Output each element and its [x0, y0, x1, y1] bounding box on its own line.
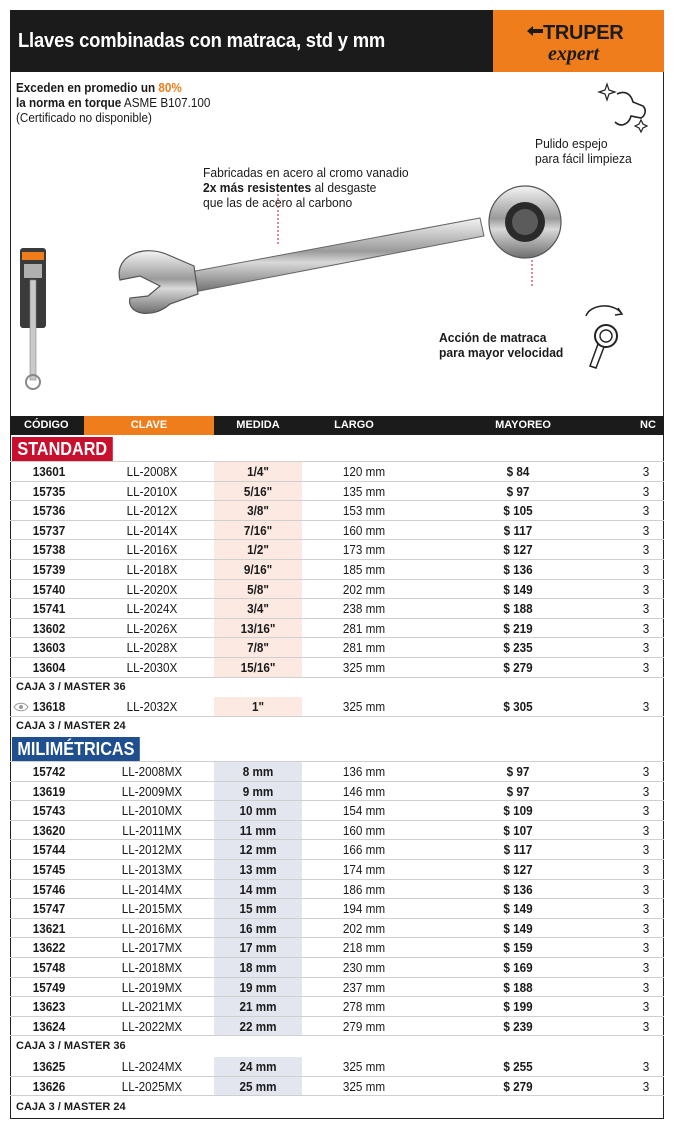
table-row: [10, 560, 664, 580]
product-length: 325 mm: [342, 699, 386, 714]
product-measure: 14 mm: [239, 881, 277, 897]
product-price: $ 255: [503, 1059, 533, 1074]
table-row: [10, 619, 664, 639]
brand-logo: [493, 10, 664, 72]
product-price: $ 136: [503, 562, 533, 577]
product-key: LL-2008X: [126, 464, 178, 479]
header-measure: MEDIDA: [236, 419, 280, 431]
product-nc: 3: [642, 881, 650, 897]
product-nc: 3: [642, 960, 650, 975]
product-measure: 24 mm: [239, 1059, 277, 1074]
brand-mark-icon: [525, 24, 545, 38]
product-measure: 22 mm: [239, 1018, 277, 1034]
product-price: $ 279: [503, 1078, 533, 1094]
header-length: LARGO: [334, 419, 374, 431]
product-measure: 9/16": [243, 562, 273, 577]
product-length: 218 mm: [342, 940, 386, 956]
product-price: $ 84: [506, 464, 530, 479]
table-row: [10, 462, 664, 482]
product-length: 174 mm: [342, 862, 386, 877]
torque-text-1: Exceden en promedio un: [16, 80, 159, 95]
product-measure: 1/2": [247, 542, 269, 558]
product-nc: 3: [642, 999, 650, 1015]
product-code: 13618: [32, 699, 66, 714]
product-measure: 13/16": [240, 620, 276, 636]
product-measure: 21 mm: [239, 999, 277, 1015]
table-row: [10, 580, 664, 600]
product-code: 13619: [32, 783, 66, 799]
product-key: LL-2028X: [126, 640, 178, 656]
product-code: 13625: [32, 1059, 66, 1074]
product-price: $ 169: [503, 960, 533, 975]
product-nc: 3: [642, 522, 650, 538]
table-row: [10, 1077, 664, 1097]
header-nc: NC: [640, 419, 656, 431]
wrench-image: [100, 180, 570, 340]
product-key: LL-2015MX: [121, 901, 183, 917]
product-key: LL-2016X: [126, 542, 178, 558]
product-code: 13601: [32, 464, 66, 479]
product-key: LL-2030X: [126, 660, 178, 675]
product-price: $ 239: [503, 1018, 533, 1034]
table-row: [10, 997, 664, 1017]
product-key: LL-2014X: [126, 522, 178, 538]
product-key: LL-2012X: [126, 503, 178, 519]
product-nc: 3: [642, 660, 650, 675]
torque-percent: 80%: [158, 80, 182, 95]
product-key: LL-2017MX: [121, 940, 183, 956]
product-code: 15749: [32, 979, 66, 995]
product-measure: 1/4": [247, 464, 269, 479]
brand-line: expert: [548, 43, 600, 65]
product-nc: 3: [642, 1078, 650, 1094]
product-nc: 3: [642, 979, 650, 995]
product-length: 278 mm: [342, 999, 386, 1015]
mirror-polish-icon: [595, 80, 655, 140]
product-measure: 5/16": [243, 483, 273, 499]
product-code: 13624: [32, 1018, 66, 1034]
product-price: $ 149: [503, 901, 533, 917]
product-nc: 3: [642, 764, 650, 779]
table-row: [10, 1057, 664, 1077]
product-length: 186 mm: [342, 881, 386, 897]
product-key: LL-2010MX: [121, 803, 183, 819]
table-row: [10, 697, 664, 717]
product-code: 15747: [32, 901, 66, 917]
product-nc: 3: [642, 842, 650, 858]
product-measure: 18 mm: [239, 960, 277, 975]
product-nc: 3: [642, 581, 650, 597]
product-key: LL-2011MX: [122, 822, 182, 838]
product-key: LL-2013MX: [121, 862, 183, 877]
product-code: 15740: [32, 581, 66, 597]
product-measure: 16 mm: [239, 920, 277, 936]
product-length: 230 mm: [342, 960, 386, 975]
product-code: 13623: [32, 999, 66, 1015]
product-measure: 7/16": [243, 522, 273, 538]
caja-label: CAJA 3 / MASTER 36: [16, 1040, 126, 1052]
table-row: [10, 978, 664, 998]
product-length: 279 mm: [342, 1018, 386, 1034]
product-measure: 5/8": [247, 581, 269, 597]
table-row: [10, 938, 664, 958]
table-row: [10, 821, 664, 841]
section-metric: MILIMÉTRICAS: [12, 737, 140, 761]
product-key: LL-2025MX: [121, 1078, 183, 1094]
product-nc: 3: [642, 920, 650, 936]
section-standard: STANDARD: [12, 437, 113, 461]
table-row: [10, 840, 664, 860]
product-measure: 3/4": [247, 601, 269, 617]
product-length: 146 mm: [342, 783, 386, 799]
product-length: 325 mm: [342, 660, 386, 675]
product-nc: 3: [642, 503, 650, 519]
product-measure: 12 mm: [239, 842, 277, 858]
table-row: [10, 540, 664, 560]
material-text-2: 2x más resistentes: [203, 180, 312, 195]
product-price: $ 219: [503, 620, 533, 636]
torque-text-4: (Certificado no disponible): [16, 110, 152, 125]
product-code: 15737: [32, 522, 66, 538]
product-nc: 3: [642, 901, 650, 917]
product-key: LL-2008MX: [121, 764, 183, 779]
product-nc: 3: [642, 940, 650, 956]
table-row: [10, 521, 664, 541]
material-text-4: que las de acero al carbono: [203, 195, 353, 210]
header-code: CÓDIGO: [24, 419, 69, 431]
product-measure: 3/8": [247, 503, 269, 519]
product-length: 202 mm: [342, 920, 386, 936]
product-code: 15744: [32, 842, 66, 858]
product-key: LL-2014MX: [121, 881, 183, 897]
product-key: LL-2020X: [126, 581, 178, 597]
product-measure: 10 mm: [239, 803, 277, 819]
product-nc: 3: [642, 483, 650, 499]
table-row: [10, 860, 664, 880]
product-measure: 17 mm: [239, 940, 277, 956]
header-price: MAYOREO: [495, 419, 551, 431]
material-text-3: al desgaste: [311, 180, 377, 195]
product-key: LL-2032X: [126, 699, 178, 714]
table-row: [10, 599, 664, 619]
product-nc: 3: [642, 699, 650, 714]
product-price: $ 97: [506, 764, 530, 779]
ratchet-text-1: Acción de matraca: [439, 330, 547, 345]
table-row: [10, 919, 664, 939]
polish-callout: [535, 136, 632, 166]
product-price: $ 97: [506, 783, 530, 799]
product-measure: 19 mm: [239, 979, 277, 995]
product-key: LL-2022MX: [121, 1018, 183, 1034]
product-price: $ 188: [503, 979, 533, 995]
product-length: 136 mm: [342, 764, 386, 779]
product-key: LL-2021MX: [121, 999, 183, 1015]
product-code: 15735: [32, 483, 66, 499]
product-length: 185 mm: [342, 562, 386, 577]
product-key: LL-2026X: [126, 620, 178, 636]
product-measure: 25 mm: [239, 1078, 277, 1094]
product-code: 15745: [32, 862, 66, 877]
product-price: $ 199: [503, 999, 533, 1015]
product-length: 325 mm: [342, 1078, 386, 1094]
product-code: 15738: [32, 542, 66, 558]
product-price: $ 279: [503, 660, 533, 675]
table-row: [10, 658, 664, 678]
product-code: 13602: [32, 620, 66, 636]
product-measure: 9 mm: [242, 783, 274, 799]
product-code: 13626: [32, 1078, 66, 1094]
product-code: 13620: [32, 822, 66, 838]
product-code: 13603: [32, 640, 66, 656]
product-price: $ 127: [503, 542, 533, 558]
product-key: LL-2019MX: [121, 979, 183, 995]
product-key: LL-2018MX: [121, 960, 183, 975]
product-price: $ 149: [503, 581, 533, 597]
product-length: 166 mm: [342, 842, 386, 858]
product-measure: 13 mm: [239, 862, 277, 877]
product-price: $ 149: [503, 920, 533, 936]
product-code: 15742: [32, 764, 66, 779]
product-length: 120 mm: [342, 464, 386, 479]
product-measure: 1": [251, 699, 265, 714]
product-price: $ 97: [506, 483, 530, 499]
caja-label: CAJA 3 / MASTER 24: [16, 1101, 126, 1113]
product-code: 13604: [32, 660, 66, 675]
material-text-1: Fabricadas en acero al cromo vanadio: [203, 165, 409, 180]
product-nc: 3: [642, 803, 650, 819]
product-price: $ 188: [503, 601, 533, 617]
product-length: 173 mm: [342, 542, 386, 558]
product-price: $ 235: [503, 640, 533, 656]
polish-text-2: para fácil limpieza: [535, 151, 632, 166]
table-row: [10, 880, 664, 900]
table-row: [10, 958, 664, 978]
product-code: 15746: [32, 881, 66, 897]
ratchet-action-icon: [580, 300, 630, 372]
product-length: 153 mm: [342, 503, 386, 519]
product-code: 15748: [32, 960, 66, 975]
product-nc: 3: [642, 1018, 650, 1034]
product-length: 237 mm: [342, 979, 386, 995]
brand-name: TRUPER: [543, 22, 624, 44]
product-price: $ 305: [503, 699, 533, 714]
table-row: [10, 801, 664, 821]
product-code: 15741: [32, 601, 66, 617]
product-code: 15736: [32, 503, 66, 519]
table-row: [10, 638, 664, 658]
product-nc: 3: [642, 1059, 650, 1074]
product-key: LL-2010X: [126, 483, 178, 499]
product-key: LL-2016MX: [121, 920, 183, 936]
caja-label: CAJA 3 / MASTER 24: [16, 720, 126, 732]
product-measure: 15/16": [240, 660, 276, 675]
product-nc: 3: [642, 620, 650, 636]
product-length: 202 mm: [342, 581, 386, 597]
product-code: 15743: [32, 803, 66, 819]
product-length: 325 mm: [342, 1059, 386, 1074]
product-nc: 3: [642, 822, 650, 838]
product-price: $ 117: [503, 522, 533, 538]
caja-label: CAJA 3 / MASTER 36: [16, 681, 126, 693]
product-price: $ 105: [503, 503, 533, 519]
torque-callout: [16, 80, 250, 125]
product-key: LL-2018X: [126, 562, 178, 577]
product-code: 15739: [32, 562, 66, 577]
product-price: $ 109: [503, 803, 533, 819]
product-price: $ 107: [503, 822, 533, 838]
product-nc: 3: [642, 542, 650, 558]
product-nc: 3: [642, 783, 650, 799]
product-length: 154 mm: [342, 803, 386, 819]
product-key: LL-2009MX: [121, 783, 183, 799]
table-row: [10, 782, 664, 802]
product-measure: 7/8": [247, 640, 269, 656]
page-title: Llaves combinadas con matraca, std y mm: [18, 30, 386, 52]
header-key: CLAVE: [130, 419, 168, 431]
product-price: $ 127: [503, 862, 533, 877]
product-package-image: [18, 244, 48, 404]
product-measure: 15 mm: [239, 901, 277, 917]
product-length: 194 mm: [342, 901, 386, 917]
table-row: [10, 482, 664, 502]
ratchet-text-2: para mayor velocidad: [439, 345, 564, 360]
product-nc: 3: [642, 562, 650, 577]
torque-text-3: ASME B107.100: [121, 95, 211, 110]
product-length: 160 mm: [342, 822, 386, 838]
product-price: $ 159: [503, 940, 533, 956]
table-row: [10, 899, 664, 919]
product-length: 281 mm: [342, 620, 386, 636]
product-measure: 8 mm: [242, 764, 274, 779]
product-price: $ 117: [503, 842, 533, 858]
product-code: 13621: [32, 920, 66, 936]
product-code: 13622: [32, 940, 66, 956]
product-length: 238 mm: [342, 601, 386, 617]
product-key: LL-2012MX: [121, 842, 183, 858]
product-nc: 3: [642, 862, 650, 877]
table-row: [10, 501, 664, 521]
product-nc: 3: [642, 464, 650, 479]
torque-text-2: la norma en torque: [16, 95, 122, 110]
product-length: 135 mm: [342, 483, 386, 499]
table-row: [10, 1017, 664, 1037]
polish-text-1: Pulido espejo: [535, 136, 608, 151]
product-price: $ 136: [503, 881, 533, 897]
product-key: LL-2024X: [126, 601, 178, 617]
product-measure: 11 mm: [239, 822, 277, 838]
product-length: 281 mm: [342, 640, 386, 656]
table-row: [10, 762, 664, 782]
product-nc: 3: [642, 640, 650, 656]
product-key: LL-2024MX: [121, 1059, 183, 1074]
product-nc: 3: [642, 601, 650, 617]
eye-icon: [13, 702, 29, 712]
product-length: 160 mm: [342, 522, 386, 538]
